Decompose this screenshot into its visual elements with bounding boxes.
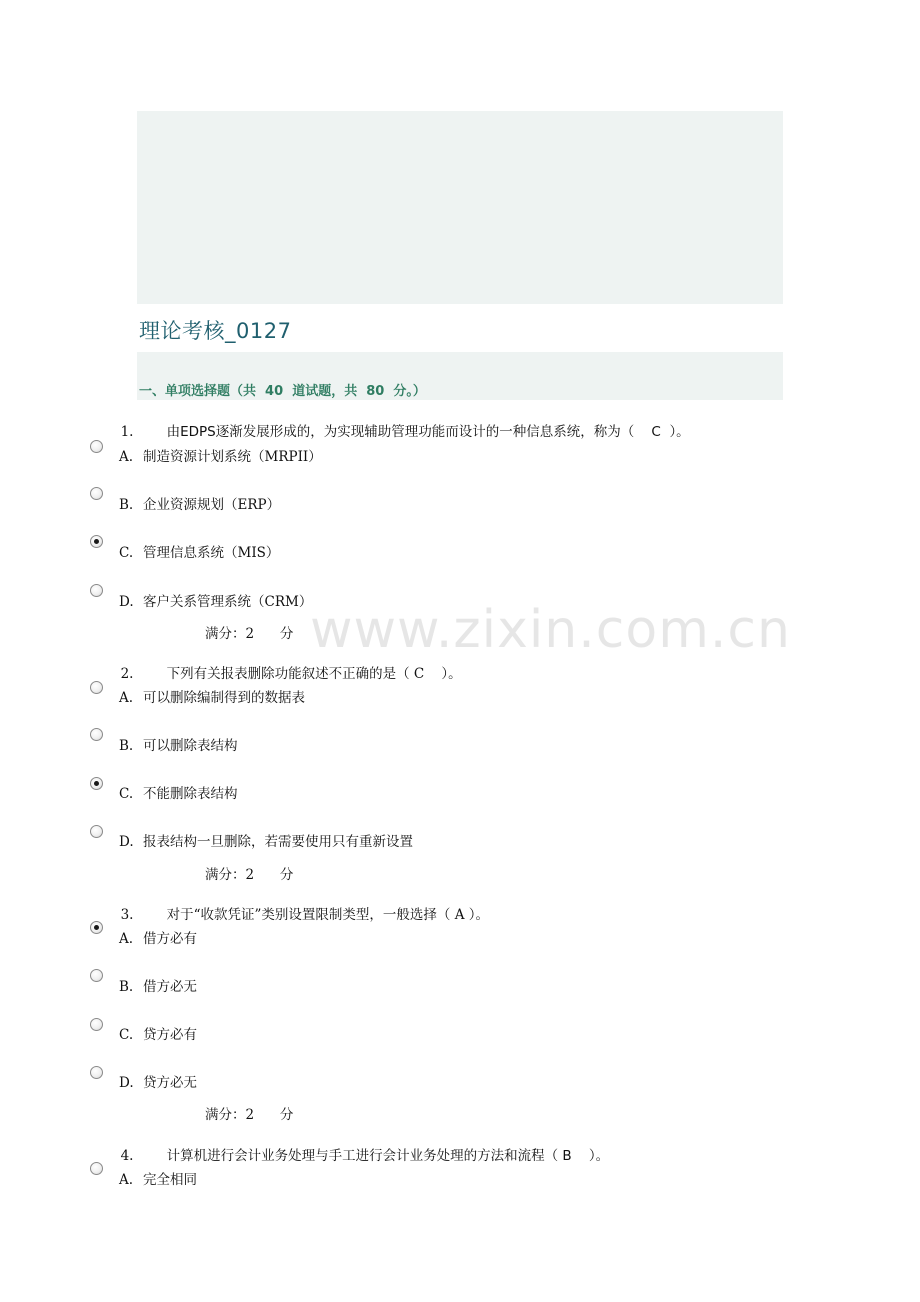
question-answer: C [413,666,425,682]
option-radio-3b[interactable] [90,969,103,982]
question-number: 2. [120,666,134,682]
watermark: www.zixin.com.cn [310,600,791,660]
option-3c: C. 贷方必有 [119,1027,197,1043]
option-radio-3a[interactable] [90,921,103,934]
question-text: 下列有关报表删除功能叙述不正确的是（ [166,666,410,682]
option-radio-1d[interactable] [90,584,103,597]
question-text-end: ）。 [468,907,489,923]
option-2a: A. 可以删除编制得到的数据表 [119,690,305,706]
question-number: 1. [120,424,134,440]
option-2b: B. 可以删除表结构 [119,738,238,754]
option-radio-1c[interactable] [90,535,103,548]
question-4 [112,1128,609,1164]
option-radio-4a[interactable] [90,1162,103,1175]
option-2c: C. 不能删除表结构 [119,786,238,802]
section-heading: 一、单项选择题（共 40 道试题，共 80 分。） [139,384,426,399]
question-answer: A [454,907,465,923]
option-radio-2b[interactable] [90,728,103,741]
question-text: 对于“收款凭证”类别设置限制类型，一般选择（ [166,907,451,923]
option-radio-1a[interactable] [90,440,103,453]
question-text-cont: 逐渐发展形成的，为实现辅助管理功能而设计的一种信息系统，称为（ [215,424,635,440]
option-1a: A. 制造资源计划系统（MRPII） [119,449,322,465]
question-keyword: EDPS [180,424,216,440]
question-number: 4. [120,1148,134,1164]
header-banner [137,111,783,304]
question-text-end: ）。 [588,1148,610,1164]
score-1: 满分：2 分 [205,626,294,642]
score-2: 满分：2 分 [205,867,294,883]
option-1b: B. 企业资源规划（ERP） [119,497,281,513]
option-radio-2a[interactable] [90,681,103,694]
option-radio-3c[interactable] [90,1018,103,1031]
question-1 [112,404,690,440]
question-answer: B [562,1148,572,1164]
question-text-end: ）。 [441,666,462,682]
question-text: 由 [166,424,181,440]
option-3b: B. 借方必无 [119,979,197,995]
question-2 [112,646,462,682]
score-3: 满分：2 分 [205,1107,294,1123]
question-answer: C [651,424,661,440]
option-radio-3d[interactable] [90,1066,103,1079]
question-text: 计算机进行会计业务处理与手工进行会计业务处理的方法和流程（ [166,1148,559,1164]
option-radio-2c[interactable] [90,777,103,790]
option-2d: D. 报表结构一旦删除，若需要使用只有重新设置 [119,834,413,850]
question-number: 3. [120,907,134,923]
option-1c: C. 管理信息系统（MIS） [119,545,280,561]
option-3d: D. 贷方必无 [119,1075,197,1091]
question-3 [112,887,489,923]
option-3a: A. 借方必有 [119,931,197,947]
question-text-end: ）。 [669,424,690,440]
option-4a: A. 完全相同 [119,1172,197,1188]
option-radio-1b[interactable] [90,487,103,500]
option-1d: D. 客户关系管理系统（CRM） [119,594,313,610]
option-radio-2d[interactable] [90,825,103,838]
page-title: 理论考核_0127 [139,319,292,343]
